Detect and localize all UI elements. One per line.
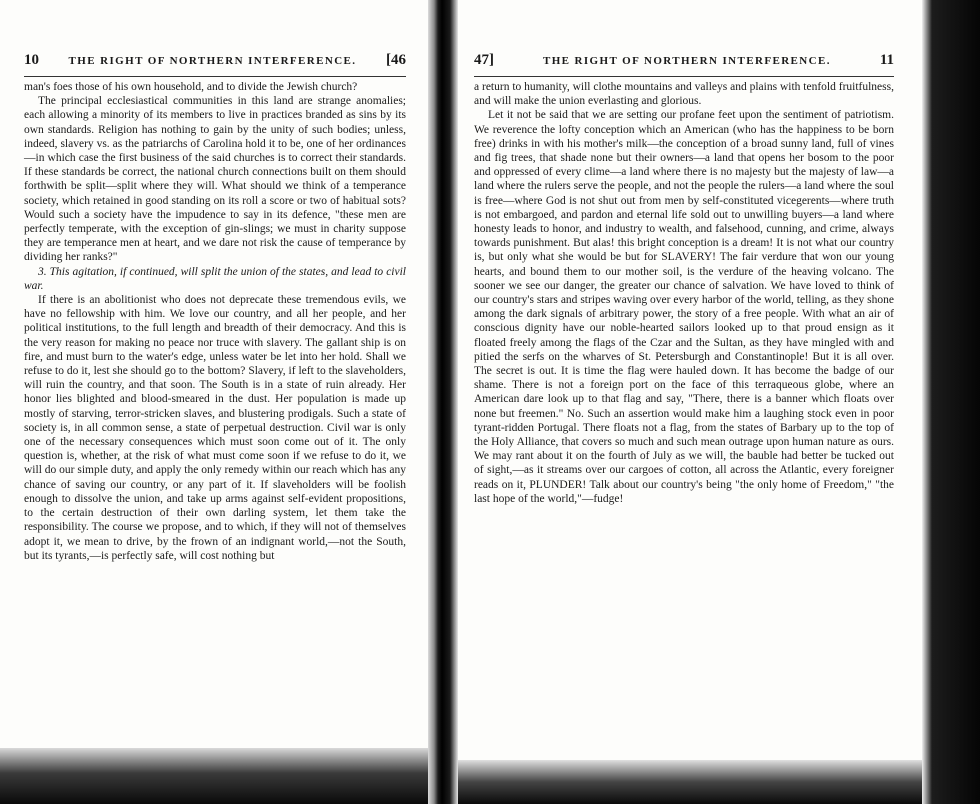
- book-gutter: [428, 0, 458, 804]
- right-body-text: [474, 80, 894, 506]
- right-header-rule: [474, 76, 894, 77]
- right-bottom-shadow: [458, 760, 922, 804]
- left-bottom-shadow: [0, 748, 428, 804]
- right-page-header: [474, 52, 894, 69]
- left-paragraph-1: man's foes those of his own household, and to divide the Jewish church?: [24, 81, 358, 93]
- left-bracket-ref: [46: [386, 52, 406, 68]
- left-page: [0, 0, 428, 804]
- left-header-rule: [24, 76, 406, 77]
- left-page-number: 10: [24, 52, 39, 68]
- left-body-text: [24, 80, 406, 563]
- left-running-head: THE RIGHT OF NORTHERN INTERFERENCE.: [68, 55, 357, 67]
- left-section-heading: 3. This agitation, if continued, will split the union of the states, and lead to civil war.: [24, 265, 406, 292]
- left-page-header: [24, 52, 406, 69]
- right-page-number: 11: [879, 52, 894, 68]
- left-paragraph-4: If there is an abolitionist who does not deprecate these tremendous evils, we have no fellowship with him. We love our country, and all her people, and her political institutions, to the full length and breadth of their democracy. And this is the very reason for making no peace nor truce with slavery. The gallant ship is on fire, and must burn to the water's edge, unless water be let into her hold. Shall we refuse to do it, lest she should go to the bottom? Slavery, if left to the slaveholders, will ruin the country, and that soon. The South is in a state of ruin already. Her honor lies blighted and blood-smeared in the dust. Her population is made up mostly of starving, terror-stricken slaves, and blustering prodigals. Such a state of society is, in all common sense, a state of perpetual destruction. Civil war is only one of the necessary consequences which must soon come out of it. The only question is, whether, at the risk of what must come soon if we refuse to do it, we will do our simple duty, and apply the only remedy within our reach which has any chance of saving our country, or any part of it. If slaveholders will be foolish enough to dissolve the union, and take up arms against self-evident propositions, to the certain destruction of their own darling system, let them take the responsibility. The course we propose, and to which, if they will not of themselves adopt it, we mean to drive, by the frown of an indignant world,—not the South, but its tyrants,—is perfectly safe, will cost nothing but: [24, 294, 406, 562]
- right-paragraph-2: Let it not be said that we are setting our profane feet upon the sentiment of patriotism. We reverence the lofty conception which an American (who has the happiness to be born free) drinks in with his mother's milk—the conception of a broad sunny land, full of vines and fig trees, that shade none but their owners—a land that opens her bosom to the poor and oppressed of every clime—a land where there is no majesty but the majesty of law—a land where the rulers serve the people, and not the people the rulers—a land where the soul is free—where God is not shut out from men by self-constituted vicegerents—where truth is not embargoed, and pardon and eternal life sold out to unwilling buyers—a land where honesty leads to honor, and industry to wealth, and falsehood, cunning, and crime, always towards punishment. But alas! this bright conception is a dream! It is not what our country is, but only what she would be but for SLAVERY! The fair verdure that won our young hearts, and bound them to our mother soil, is the verdure of the heaving volcano. The sooner we see our danger, the greater our chance of salvation. We have loved to think of our country's stars and stripes waving over every harbor of the world, telling, as they shone among the dark signals of arbitrary power, the story of a free people. With what an air of conscious dignity have our noble-hearted sailors looked up to that proud ensign as it floated freely among the flags of the Czar and the Sultan, as they have mingled with and pitied the serfs on the wharves of St. Petersburgh and Constantinople! But it is all over. The secret is out. It is time the flag were hauled down. It has become the badge of our shame. There is not a foreign port on the face of this terraqueous globe, where an American dare look up to that flag and say, "There, there is a banner which floats over none but freemen." No. Such an assertion would make him a laughing stock even in poor tyrant-ridden Portugal. There floats not a flag, from the states of Barbary up to the top of the Holy Alliance, that covers so much and such mean outrage upon human nature as ours. We may rant about it on the fourth of July as we will, the bauble had better be tucked out of sight,—as it streams over our cargoes of cotton, all across the Atlantic, every foreigner reads on it, PLUNDER! Talk about our country's being "the only home of Freedom," "the last hope of the world,"—fudge!: [474, 109, 894, 505]
- right-bracket-ref: 47]: [474, 52, 494, 68]
- right-running-head: THE RIGHT OF NORTHERN INTERFERENCE.: [542, 55, 831, 67]
- left-paragraph-2: The principal ecclesiastical communities in this land are strange anomalies; each allowing a minority of its members to live in practices branded as sins by its own standards. Religion has nothing to gain by the unity of such bodies; unless, indeed, slavery vs. as the patriarchs of Carolina hold it to be, one of her ordinances—in which case the first business of the said churches is to correct their standards. If these standards be correct, the national church connections built on them should forthwith be split—split where they will. What should we think of a temperance society, which retained in good standing on its roll a score or two of habitual sots? Would such a society have the impudence to say in its defence, "these men are perfectly temperate, with the exception of gin-slings; we must in charity suppose they are temperance men at heart, and we dare not risk the cause of temperance by dividing her ranks?": [24, 95, 406, 264]
- scan-edge-shadow: [922, 0, 980, 804]
- right-paragraph-1: a return to humanity, will clothe mountains and valleys and plains with tenfold fruitfulness, and will make the union everlasting and glorious.: [474, 81, 894, 108]
- right-page: [458, 0, 922, 804]
